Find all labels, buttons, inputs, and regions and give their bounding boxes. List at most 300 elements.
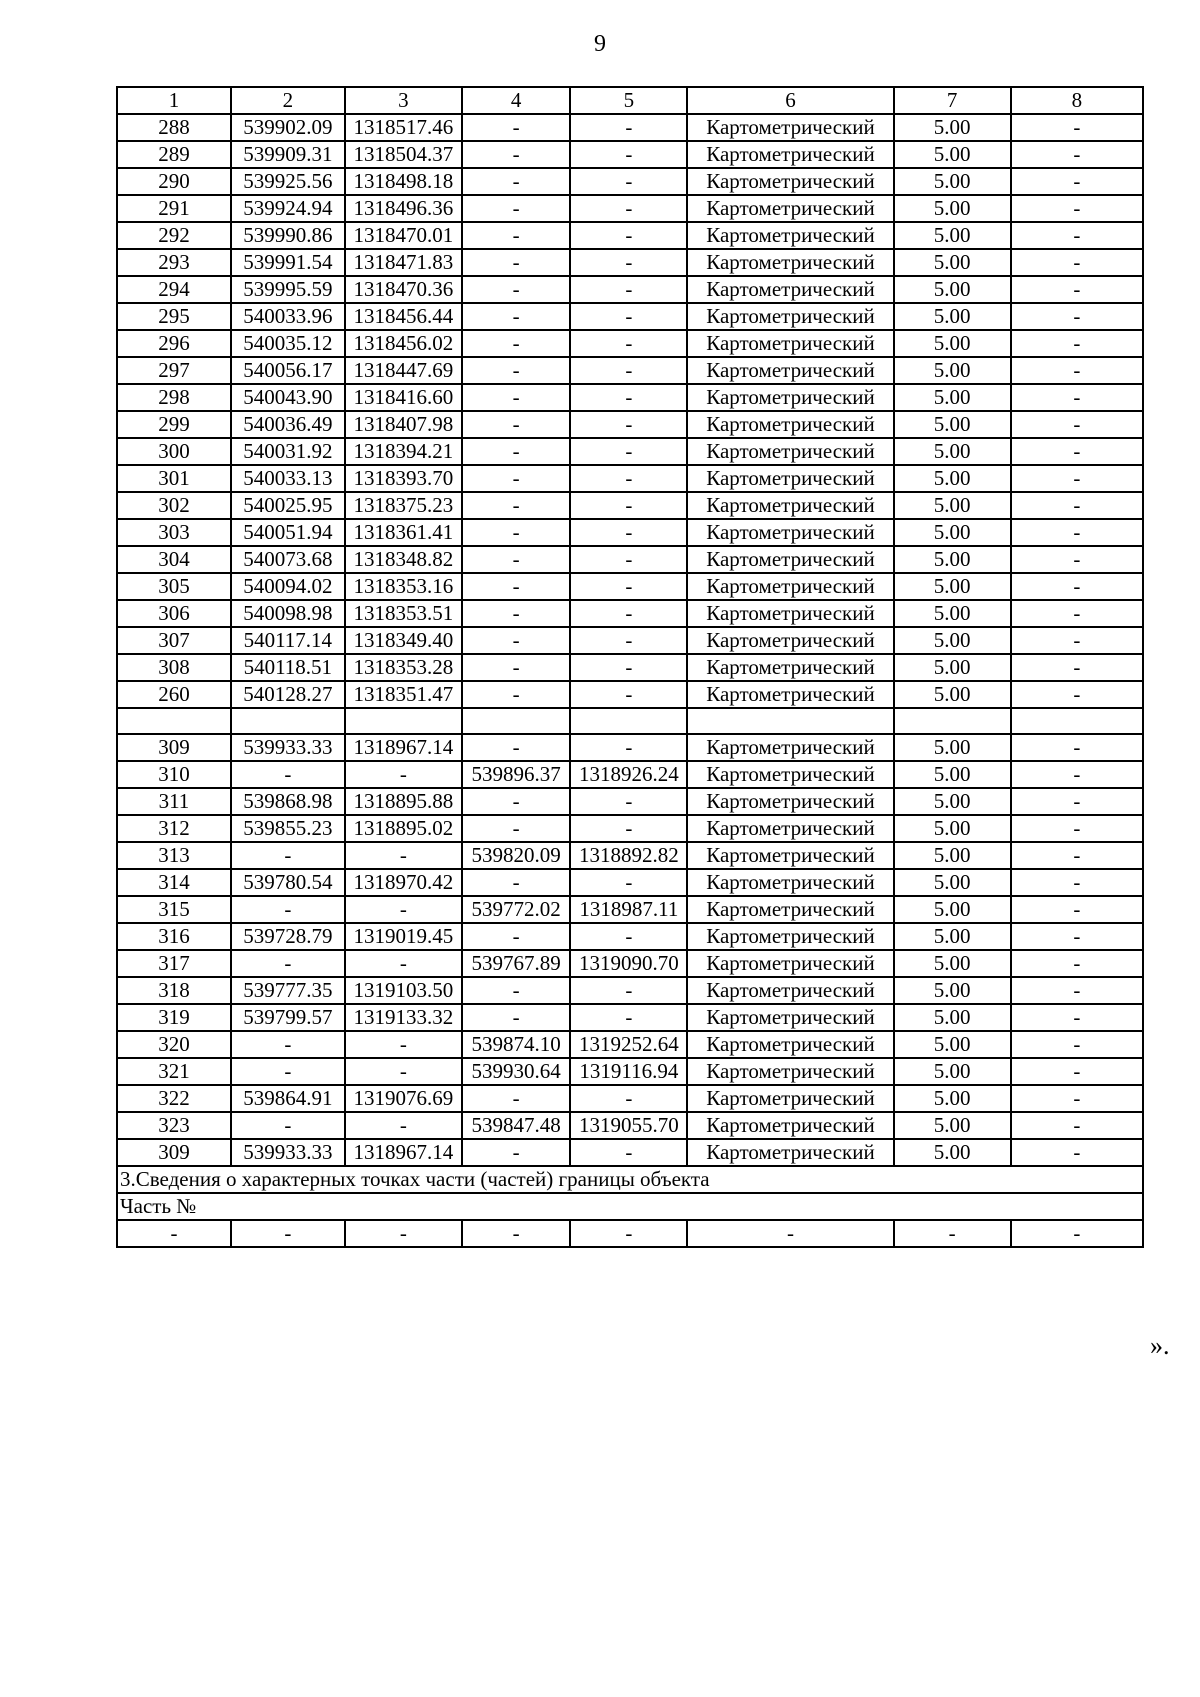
table-row <box>117 222 1143 249</box>
table-cell: 303 <box>117 519 231 546</box>
table-cell: - <box>462 573 570 600</box>
table-cell: 290 <box>117 168 231 195</box>
table-cell: 540117.14 <box>231 627 345 654</box>
table-cell: - <box>345 842 462 869</box>
table-cell: - <box>1011 465 1143 492</box>
table-cell: 5.00 <box>894 276 1011 303</box>
table-cell: - <box>462 330 570 357</box>
table-cell: - <box>345 1031 462 1058</box>
table-cell: 5.00 <box>894 1139 1011 1166</box>
table-cell: - <box>687 1220 893 1247</box>
table-cell: - <box>462 546 570 573</box>
table-cell: - <box>570 573 687 600</box>
table-cell: 1318498.18 <box>345 168 462 195</box>
table-cell: - <box>462 815 570 842</box>
table-cell: - <box>462 788 570 815</box>
table-cell: - <box>345 1112 462 1139</box>
table-cell: 1318353.51 <box>345 600 462 627</box>
table-cell: - <box>1011 330 1143 357</box>
table-cell: 1319019.45 <box>345 923 462 950</box>
table-cell: 1319055.70 <box>570 1112 687 1139</box>
table-row <box>117 438 1143 465</box>
column-number-row <box>117 87 1143 114</box>
table-row <box>117 950 1143 977</box>
table-cell: 5.00 <box>894 1085 1011 1112</box>
table-cell: - <box>570 384 687 411</box>
table-cell: - <box>462 519 570 546</box>
table-cell: 5.00 <box>894 438 1011 465</box>
table-cell: Картометрический <box>687 168 893 195</box>
table-cell: - <box>1011 249 1143 276</box>
table-cell: 539777.35 <box>231 977 345 1004</box>
table-cell: - <box>570 438 687 465</box>
table-cell: 5 <box>570 87 687 114</box>
table-cell <box>231 708 345 734</box>
table-row <box>117 977 1143 1004</box>
table-cell: 5.00 <box>894 923 1011 950</box>
table-cell: 8 <box>1011 87 1143 114</box>
table-cell: Картометрический <box>687 842 893 869</box>
table-cell: 1318416.60 <box>345 384 462 411</box>
table-cell: Картометрический <box>687 546 893 573</box>
table-cell: Картометрический <box>687 573 893 600</box>
table-cell: - <box>462 222 570 249</box>
table-cell: Картометрический <box>687 869 893 896</box>
table-cell: Картометрический <box>687 195 893 222</box>
table-row <box>117 357 1143 384</box>
table-cell: - <box>1011 141 1143 168</box>
table-row <box>117 492 1143 519</box>
table-cell: 1318394.21 <box>345 438 462 465</box>
table-cell: 305 <box>117 573 231 600</box>
coordinates-table-body <box>117 87 1143 1247</box>
table-cell: - <box>462 977 570 1004</box>
table-cell: 1318351.47 <box>345 681 462 708</box>
table-cell: 539874.10 <box>462 1031 570 1058</box>
table-cell: 295 <box>117 303 231 330</box>
table-cell: - <box>462 303 570 330</box>
closing-quote-mark: ». <box>1150 1331 1170 1360</box>
table-cell: 306 <box>117 600 231 627</box>
table-cell: - <box>462 627 570 654</box>
table-cell: 5.00 <box>894 1112 1011 1139</box>
table-cell: 292 <box>117 222 231 249</box>
table-cell: Картометрический <box>687 896 893 923</box>
table-cell: - <box>231 1112 345 1139</box>
table-cell: Картометрический <box>687 276 893 303</box>
table-cell: 1318407.98 <box>345 411 462 438</box>
table-cell: - <box>462 654 570 681</box>
table-cell: 4 <box>462 87 570 114</box>
table-cell: 304 <box>117 546 231 573</box>
table-cell: 1319133.32 <box>345 1004 462 1031</box>
table-cell: 540043.90 <box>231 384 345 411</box>
table-cell: - <box>1011 950 1143 977</box>
table-cell: - <box>462 1139 570 1166</box>
table-cell: - <box>462 114 570 141</box>
table-cell: 5.00 <box>894 788 1011 815</box>
table-cell: - <box>1011 573 1143 600</box>
table-cell: 1318353.28 <box>345 654 462 681</box>
table-cell: 299 <box>117 411 231 438</box>
table-cell: Картометрический <box>687 923 893 950</box>
table-cell: 5.00 <box>894 114 1011 141</box>
table-cell: - <box>1011 303 1143 330</box>
table-cell: 539728.79 <box>231 923 345 950</box>
table-cell: - <box>1011 788 1143 815</box>
table-cell: - <box>462 438 570 465</box>
table-cell: 539924.94 <box>231 195 345 222</box>
table-cell: 307 <box>117 627 231 654</box>
table-cell: 5.00 <box>894 357 1011 384</box>
table-row <box>117 600 1143 627</box>
table-cell: 288 <box>117 114 231 141</box>
table-cell: - <box>1011 1058 1143 1085</box>
table-cell: 296 <box>117 330 231 357</box>
table-row <box>117 1058 1143 1085</box>
table-cell: - <box>462 1085 570 1112</box>
table-cell: 5.00 <box>894 519 1011 546</box>
table-cell: - <box>345 896 462 923</box>
table-cell: - <box>1011 546 1143 573</box>
table-cell: Картометрический <box>687 114 893 141</box>
table-cell: 321 <box>117 1058 231 1085</box>
table-cell: - <box>462 465 570 492</box>
table-cell: Картометрический <box>687 1031 893 1058</box>
table-cell: - <box>1011 1031 1143 1058</box>
table-cell: - <box>1011 734 1143 761</box>
table-cell: - <box>1011 896 1143 923</box>
table-cell: 6 <box>687 87 893 114</box>
table-cell: 539933.33 <box>231 734 345 761</box>
table-cell: 5.00 <box>894 600 1011 627</box>
table-cell: 322 <box>117 1085 231 1112</box>
table-cell: 5.00 <box>894 654 1011 681</box>
table-cell: - <box>1011 438 1143 465</box>
table-cell: 5.00 <box>894 627 1011 654</box>
table-row <box>117 761 1143 788</box>
table-cell: 539799.57 <box>231 1004 345 1031</box>
table-cell: 5.00 <box>894 195 1011 222</box>
table-cell: 318 <box>117 977 231 1004</box>
table-cell: - <box>1011 276 1143 303</box>
table-cell: 310 <box>117 761 231 788</box>
table-cell: - <box>1011 195 1143 222</box>
table-cell: 1318895.02 <box>345 815 462 842</box>
page-number: 9 <box>594 31 606 57</box>
table-cell: - <box>462 492 570 519</box>
table-cell: - <box>570 1085 687 1112</box>
table-cell: 1318970.42 <box>345 869 462 896</box>
table-cell <box>570 708 687 734</box>
table-cell: 7 <box>894 87 1011 114</box>
table-cell: 1318361.41 <box>345 519 462 546</box>
table-cell: 1318987.11 <box>570 896 687 923</box>
table-row <box>117 1004 1143 1031</box>
table-cell: Картометрический <box>687 519 893 546</box>
table-cell: Картометрический <box>687 734 893 761</box>
table-cell: 539990.86 <box>231 222 345 249</box>
table-cell: - <box>570 923 687 950</box>
table-cell: 539868.98 <box>231 788 345 815</box>
table-cell: Картометрический <box>687 411 893 438</box>
table-cell: 539991.54 <box>231 249 345 276</box>
table-row <box>117 734 1143 761</box>
table-cell: 5.00 <box>894 734 1011 761</box>
table-row <box>117 869 1143 896</box>
table-cell: - <box>570 627 687 654</box>
table-cell: 5.00 <box>894 977 1011 1004</box>
table-cell: - <box>345 761 462 788</box>
table-cell: 540033.96 <box>231 303 345 330</box>
table-cell: 540051.94 <box>231 519 345 546</box>
table-cell: 1318926.24 <box>570 761 687 788</box>
table-cell: 5.00 <box>894 1031 1011 1058</box>
table-cell: 540098.98 <box>231 600 345 627</box>
section-title-row-cell: 3.Сведения о характерных точках части (частей) границы объекта <box>117 1166 1143 1193</box>
table-cell: 5.00 <box>894 546 1011 573</box>
table-cell: 314 <box>117 869 231 896</box>
table-cell: Картометрический <box>687 1004 893 1031</box>
table-cell: 1318471.83 <box>345 249 462 276</box>
table-cell: 5.00 <box>894 168 1011 195</box>
table-cell <box>462 708 570 734</box>
table-cell: 540118.51 <box>231 654 345 681</box>
table-cell: 3 <box>345 87 462 114</box>
table-cell: 1319076.69 <box>345 1085 462 1112</box>
table-cell: - <box>462 869 570 896</box>
table-cell: - <box>1011 168 1143 195</box>
table-cell: 5.00 <box>894 465 1011 492</box>
table-cell: 1318967.14 <box>345 734 462 761</box>
table-cell: - <box>570 222 687 249</box>
table-cell: 539772.02 <box>462 896 570 923</box>
table-cell: 1319116.94 <box>570 1058 687 1085</box>
table-cell: 5.00 <box>894 411 1011 438</box>
table-cell: - <box>462 734 570 761</box>
table-cell <box>117 708 231 734</box>
table-cell: 5.00 <box>894 492 1011 519</box>
table-row <box>117 546 1143 573</box>
table-cell: 1318393.70 <box>345 465 462 492</box>
table-cell: - <box>345 1058 462 1085</box>
table-cell: - <box>1011 761 1143 788</box>
table-cell: Картометрический <box>687 950 893 977</box>
table-row <box>117 627 1143 654</box>
table-cell: - <box>1011 519 1143 546</box>
table-cell: 1318504.37 <box>345 141 462 168</box>
table-cell: - <box>570 141 687 168</box>
table-cell: 540033.13 <box>231 465 345 492</box>
table-cell: 539855.23 <box>231 815 345 842</box>
table-cell: - <box>570 1220 687 1247</box>
table-cell: - <box>462 600 570 627</box>
table-cell: 313 <box>117 842 231 869</box>
table-cell: - <box>1011 654 1143 681</box>
table-row <box>117 330 1143 357</box>
table-cell: Картометрический <box>687 1139 893 1166</box>
table-cell: 1318470.01 <box>345 222 462 249</box>
table-cell: - <box>1011 869 1143 896</box>
table-cell: - <box>570 195 687 222</box>
table-cell: 539909.31 <box>231 141 345 168</box>
table-cell: - <box>117 1220 231 1247</box>
coordinates-table <box>116 86 1144 1248</box>
table-cell: - <box>570 1139 687 1166</box>
table-cell: Картометрический <box>687 1085 893 1112</box>
table-cell: - <box>462 168 570 195</box>
table-cell: - <box>570 411 687 438</box>
table-cell: - <box>570 734 687 761</box>
table-cell: 5.00 <box>894 384 1011 411</box>
part-number-row-cell: Часть № <box>117 1193 1143 1220</box>
table-cell: - <box>570 492 687 519</box>
table-cell: 540035.12 <box>231 330 345 357</box>
table-cell: - <box>570 546 687 573</box>
table-cell: 1 <box>117 87 231 114</box>
table-cell: 539767.89 <box>462 950 570 977</box>
table-cell: Картометрический <box>687 1112 893 1139</box>
table-cell: - <box>462 1220 570 1247</box>
table-row <box>117 384 1143 411</box>
table-cell: - <box>1011 1139 1143 1166</box>
table-cell: - <box>462 384 570 411</box>
table-cell: - <box>1011 357 1143 384</box>
table-cell: 539933.33 <box>231 1139 345 1166</box>
table-cell: - <box>462 249 570 276</box>
table-cell: 1319252.64 <box>570 1031 687 1058</box>
table-cell: - <box>1011 384 1143 411</box>
table-cell: - <box>570 330 687 357</box>
table-cell: Картометрический <box>687 977 893 1004</box>
table-cell: 260 <box>117 681 231 708</box>
table-row <box>117 303 1143 330</box>
table-row <box>117 276 1143 303</box>
table-cell: - <box>462 357 570 384</box>
table-row <box>117 815 1143 842</box>
table-cell: 539925.56 <box>231 168 345 195</box>
table-cell: Картометрический <box>687 222 893 249</box>
table-cell: 293 <box>117 249 231 276</box>
table-cell: - <box>231 1031 345 1058</box>
table-cell: - <box>345 950 462 977</box>
table-row <box>117 141 1143 168</box>
table-cell: Картометрический <box>687 465 893 492</box>
table-cell: - <box>231 1220 345 1247</box>
table-cell: 5.00 <box>894 573 1011 600</box>
table-cell: 539864.91 <box>231 1085 345 1112</box>
table-cell: 540031.92 <box>231 438 345 465</box>
table-cell: - <box>570 815 687 842</box>
table-cell: 1318470.36 <box>345 276 462 303</box>
empty-separator-row <box>117 708 1143 734</box>
table-cell: - <box>570 1004 687 1031</box>
table-row <box>117 573 1143 600</box>
table-cell: 323 <box>117 1112 231 1139</box>
table-row <box>117 249 1143 276</box>
table-cell: 5.00 <box>894 681 1011 708</box>
table-cell: Картометрический <box>687 303 893 330</box>
table-cell: 308 <box>117 654 231 681</box>
table-cell: 1318496.36 <box>345 195 462 222</box>
table-cell: - <box>231 896 345 923</box>
table-cell: - <box>345 1220 462 1247</box>
table-cell: 289 <box>117 141 231 168</box>
table-cell: - <box>570 465 687 492</box>
table-cell: Картометрический <box>687 815 893 842</box>
table-cell: 540036.49 <box>231 411 345 438</box>
table-cell: 311 <box>117 788 231 815</box>
table-cell: 5.00 <box>894 869 1011 896</box>
table-cell: Картометрический <box>687 1058 893 1085</box>
table-cell: 1318447.69 <box>345 357 462 384</box>
table-cell: - <box>1011 492 1143 519</box>
table-cell: - <box>570 869 687 896</box>
table-row <box>117 1220 1143 1247</box>
table-cell: Картометрический <box>687 357 893 384</box>
table-cell: 1318349.40 <box>345 627 462 654</box>
table-cell: Картометрический <box>687 788 893 815</box>
table-cell: 5.00 <box>894 303 1011 330</box>
table-cell: 1318892.82 <box>570 842 687 869</box>
table-cell: 298 <box>117 384 231 411</box>
table-cell: - <box>570 519 687 546</box>
table-cell: - <box>1011 977 1143 1004</box>
table-row <box>117 1085 1143 1112</box>
table-row <box>117 195 1143 222</box>
table-cell: 540025.95 <box>231 492 345 519</box>
table-cell: - <box>1011 842 1143 869</box>
table-cell: 315 <box>117 896 231 923</box>
table-cell: 1318375.23 <box>345 492 462 519</box>
table-cell: - <box>1011 815 1143 842</box>
table-cell: - <box>1011 923 1143 950</box>
table-row <box>117 788 1143 815</box>
table-cell: 5.00 <box>894 330 1011 357</box>
table-cell: 1318456.02 <box>345 330 462 357</box>
table-cell: - <box>570 977 687 1004</box>
table-row <box>117 654 1143 681</box>
table-row <box>117 1112 1143 1139</box>
table-cell: 540094.02 <box>231 573 345 600</box>
table-row <box>117 923 1143 950</box>
table-cell: - <box>462 1004 570 1031</box>
table-row <box>117 681 1143 708</box>
table-cell: 316 <box>117 923 231 950</box>
table-cell: Картометрический <box>687 600 893 627</box>
table-cell: 539820.09 <box>462 842 570 869</box>
table-cell: Картометрический <box>687 438 893 465</box>
table-cell: Картометрический <box>687 681 893 708</box>
table-cell: 309 <box>117 1139 231 1166</box>
table-cell: 1318353.16 <box>345 573 462 600</box>
table-cell: Картометрический <box>687 249 893 276</box>
table-cell: 5.00 <box>894 222 1011 249</box>
table-cell: - <box>570 600 687 627</box>
table-cell: - <box>231 1058 345 1085</box>
table-row <box>117 411 1143 438</box>
table-cell: 309 <box>117 734 231 761</box>
table-cell: 302 <box>117 492 231 519</box>
table-row <box>117 114 1143 141</box>
table-cell: 294 <box>117 276 231 303</box>
table-cell: 1319090.70 <box>570 950 687 977</box>
table-cell: 539930.64 <box>462 1058 570 1085</box>
table-cell: - <box>570 681 687 708</box>
table-cell: 5.00 <box>894 141 1011 168</box>
table-cell: 539896.37 <box>462 761 570 788</box>
table-cell: 2 <box>231 87 345 114</box>
